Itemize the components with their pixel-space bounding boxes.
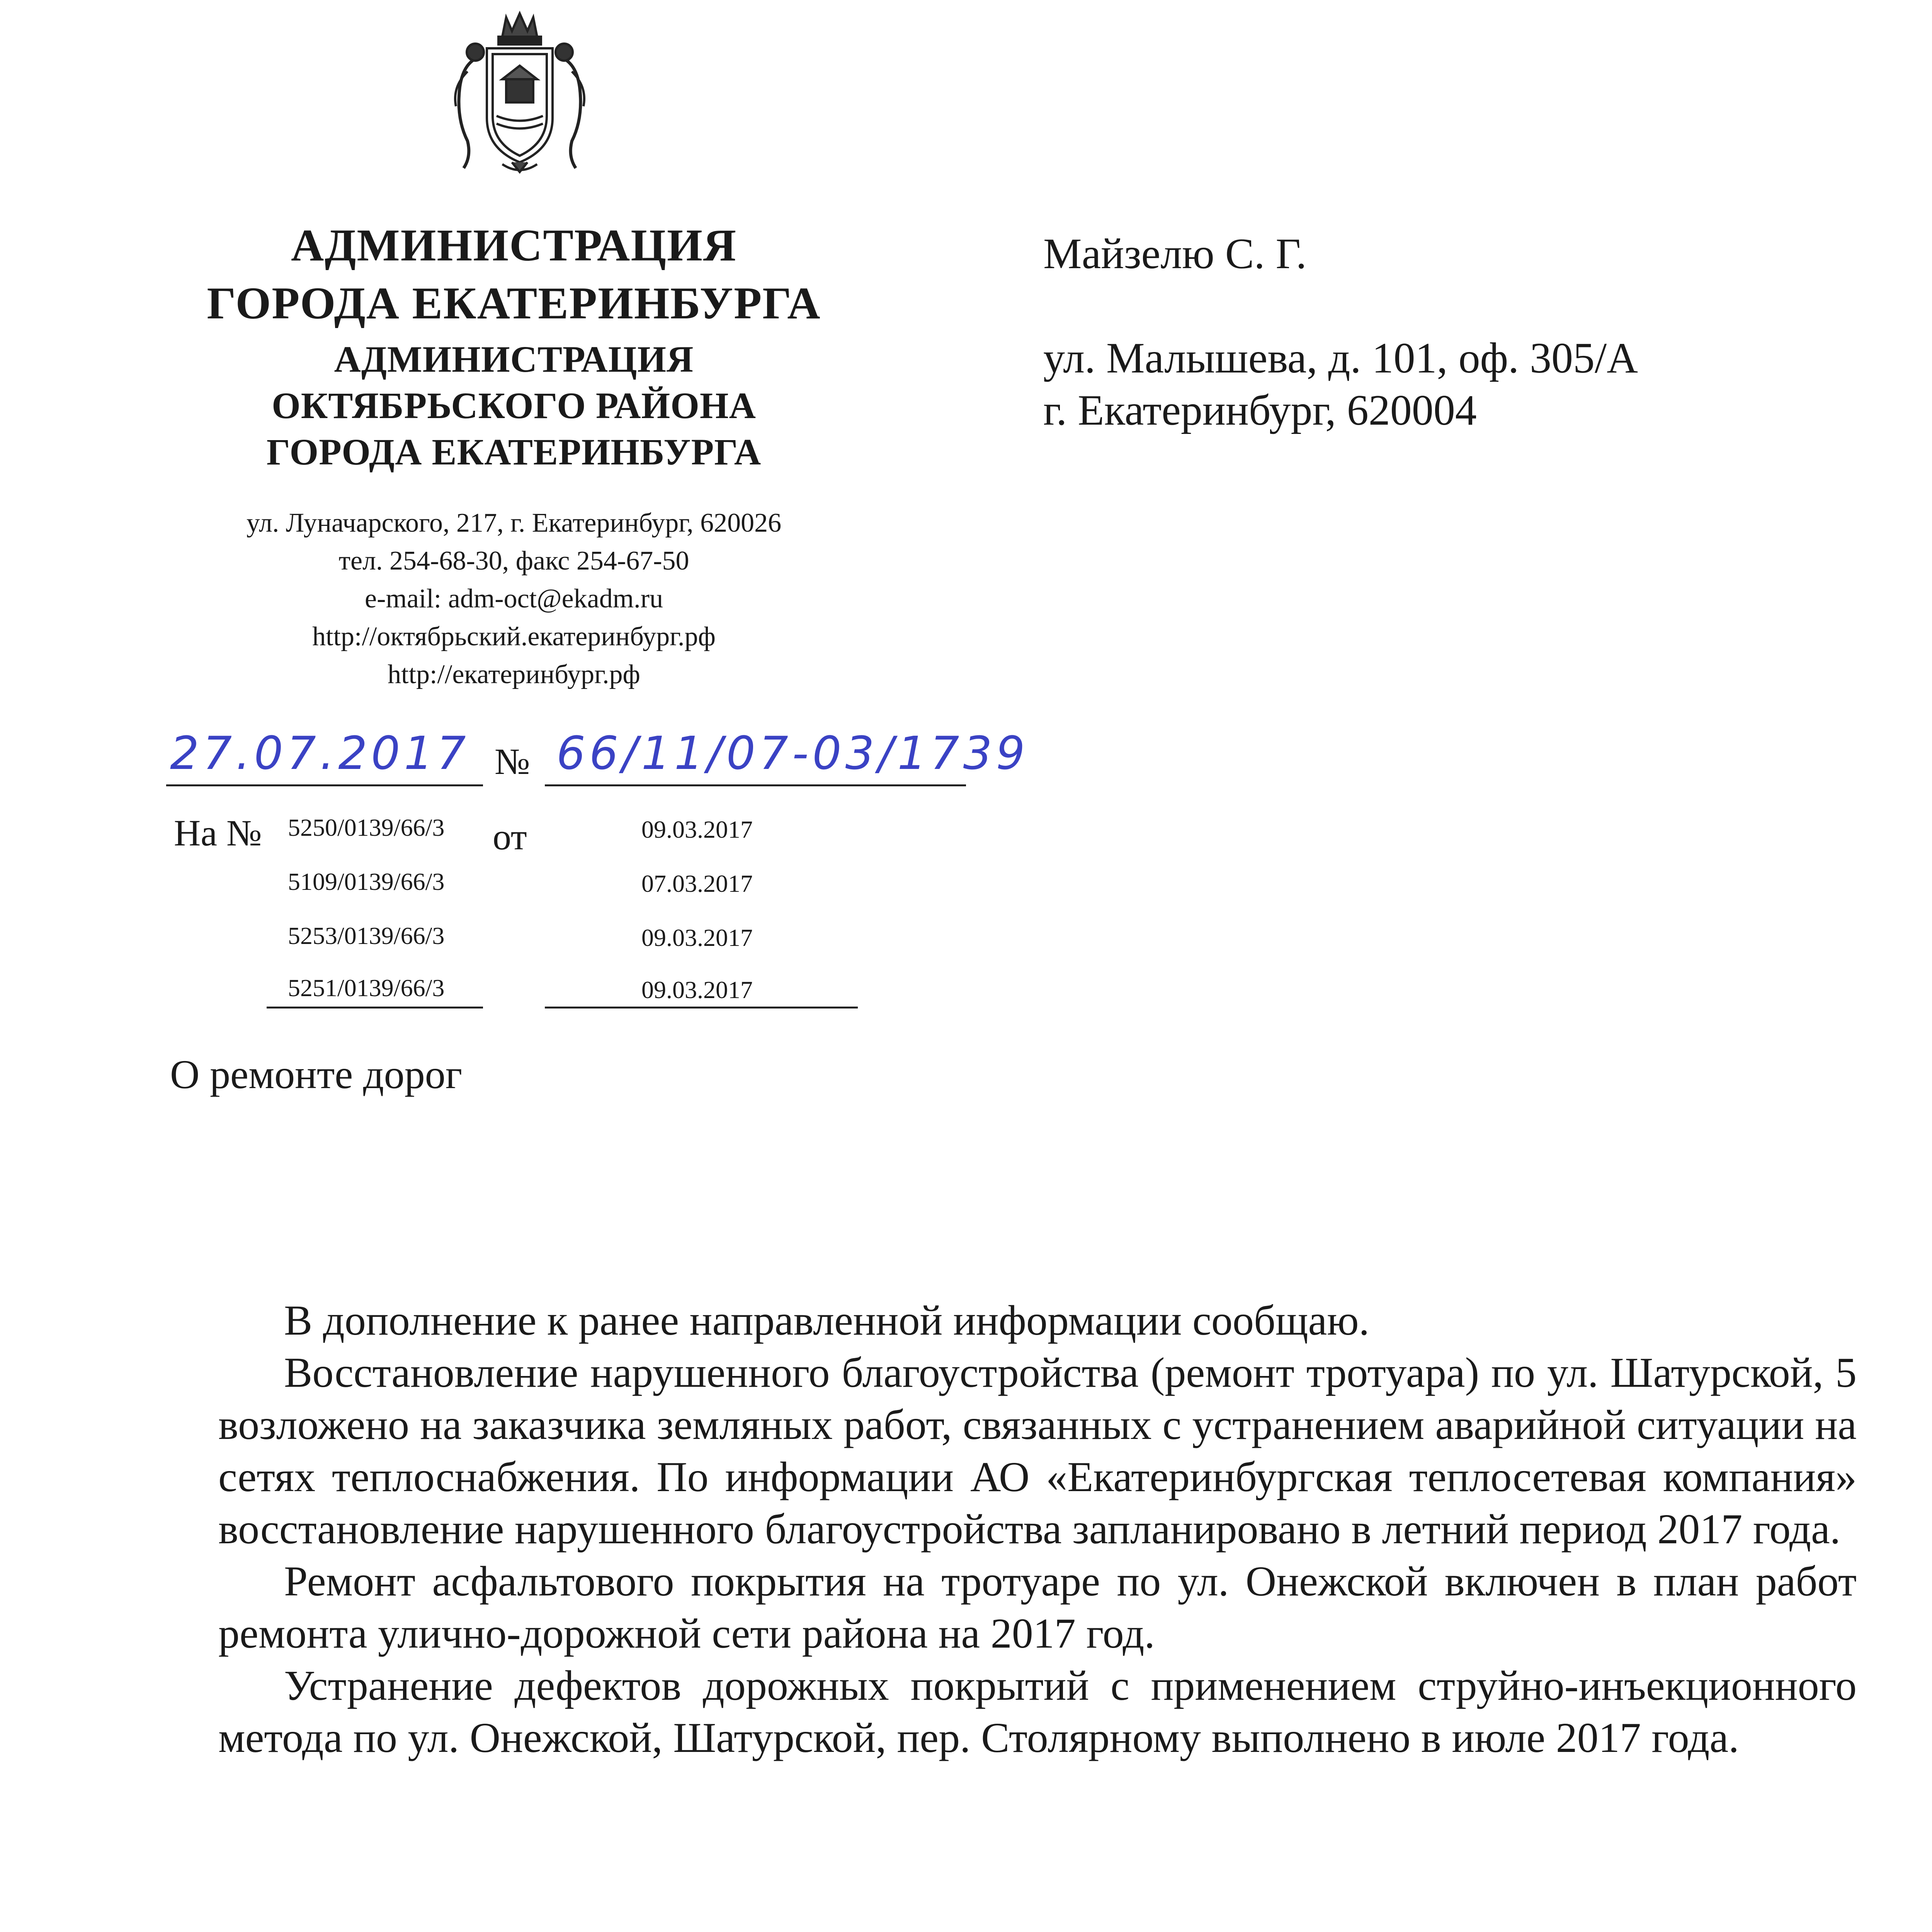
recipient-name: Майзелю С. Г. <box>1043 230 1307 278</box>
phone-fax: тел. 254-68-30, факс 254-67-50 <box>338 546 689 576</box>
dept-line-3: ГОРОДА ЕКАТЕРИНБУРГА <box>266 431 762 473</box>
body-paragraph-4: Устранение дефектов дорожных покрытий с применением струйно-инъекционного метода по ул. Онежской, Шатурской, пер. Столярному выполнено в июле 2017 года. <box>218 1662 1857 1761</box>
contact-block <box>128 504 900 694</box>
ref-number-3: 5253/0139/66/3 <box>288 922 445 949</box>
ref-number-1: 5250/0139/66/3 <box>288 814 445 841</box>
ref-date-2: 07.03.2017 <box>641 870 753 897</box>
ref-date-3: 09.03.2017 <box>641 924 753 951</box>
number-underline <box>545 784 966 786</box>
ref-number-4: 5251/0139/66/3 <box>288 974 445 1002</box>
handwritten-number: 66/11/07-03/1739 <box>556 726 1029 780</box>
subject-line: О ремонте дорог <box>170 1052 463 1097</box>
org-line-1: АДМИНИСТРАЦИЯ <box>291 220 737 270</box>
body-paragraph-1: В дополнение к ранее направленной информации сообщаю. <box>284 1297 1370 1344</box>
website-district: http://октябрьский.екатеринбург.рф <box>312 622 716 651</box>
body-paragraph-3: Ремонт асфальтового покрытия на тротуаре по ул. Онежской включен в план работ ремонта улично-дорожной сети района на 2017 год. <box>218 1558 1857 1657</box>
dept-line-2: ОКТЯБРЬСКОГО РАЙОНА <box>272 385 756 426</box>
dept-line-1: АДМИНИСТРАЦИЯ <box>334 338 694 380</box>
ref-number-2: 5109/0139/66/3 <box>288 868 445 895</box>
body-paragraph-2: Восстановление нарушенного благоустройства (ремонт тротуара) по ул. Шатурской, 5 возложено на заказчика земляных работ, связанных с устранением аварийной ситуации на сетях теплоснабжения. По информации АО «Екатеринбургская теплосетевая компания» восстановление нарушенного благоустройства запланировано в летний период 2017 года. <box>218 1349 1857 1553</box>
recipient-block <box>1043 228 1638 437</box>
coat-of-arms-emblem <box>429 10 611 180</box>
department-name <box>128 336 900 475</box>
website-city: http://екатеринбург.рф <box>388 660 640 689</box>
ref-date-underline <box>545 1007 858 1009</box>
org-line-2: ГОРОДА ЕКАТЕРИНБУРГА <box>207 278 821 328</box>
from-label: от <box>493 816 527 857</box>
email: e-mail: adm-oct@ekadm.ru <box>365 584 663 614</box>
handwritten-date: 27.07.2017 <box>170 726 470 780</box>
address: ул. Луначарского, 217, г. Екатеринбург, 620026 <box>246 508 782 538</box>
date-underline <box>166 784 483 786</box>
recipient-street: ул. Малышева, д. 101, оф. 305/А <box>1043 334 1638 382</box>
ref-date-1: 09.03.2017 <box>641 816 753 843</box>
organization-name <box>128 216 900 332</box>
ref-number-underline <box>267 1007 483 1009</box>
ref-label: На № <box>174 812 262 854</box>
letter-body <box>218 1294 1857 1764</box>
number-label: № <box>495 741 530 782</box>
ref-date-4: 09.03.2017 <box>641 976 753 1003</box>
recipient-city: г. Екатеринбург, 620004 <box>1043 386 1477 434</box>
